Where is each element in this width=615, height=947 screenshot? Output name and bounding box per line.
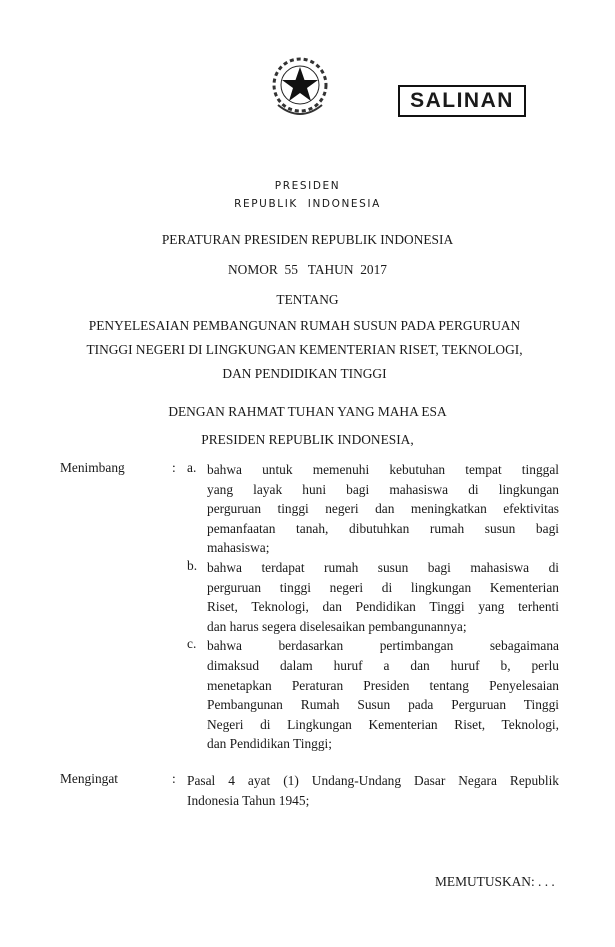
regulation-number: NOMOR 55 TAHUN 2017 (228, 262, 387, 277)
continuation-text: MEMUTUSKAN: . . . (435, 874, 555, 889)
text-line: dimaksud dalam huruf a dan huruf b, perlu (207, 657, 559, 673)
menimbang-label: Menimbang (60, 460, 125, 475)
subject-line: DAN PENDIDIKAN TINGGI (222, 366, 387, 381)
text-line: menetapkan Peraturan Presiden tentang Penyelesaian (207, 677, 559, 693)
text-line: Pembangunan Rumah Susun pada Perguruan Tinggi (207, 697, 559, 713)
text-line: Negeri di Lingkungan Kementerian Riset, Teknologi, (207, 716, 559, 732)
text-line: bahwa terdapat rumah susun bagi mahasiswa di (207, 560, 559, 575)
menimbang-item-c (207, 636, 559, 754)
menimbang-item-a (207, 460, 559, 558)
text-line: Pasal 4 ayat (1) Undang-Undang Dasar Negara Republik (187, 773, 559, 788)
menimbang-colon: : (172, 460, 176, 475)
text-line: dan Pendidikan Tinggi; (207, 736, 332, 752)
mengingat-colon: : (172, 771, 176, 786)
text-line: pemanfaatan tanah, dibutuhkan rumah susun bagi (207, 520, 559, 536)
mengingat-label: Mengingat (60, 771, 119, 786)
header-republik: REPUBLIK INDONESIA (234, 198, 381, 210)
menimbang-item-b (207, 558, 559, 636)
text-line: bahwa berdasarkan pertimbangan sebagaimana (207, 638, 559, 654)
item-marker: a. (187, 460, 197, 475)
salinan-stamp: SALINAN (398, 85, 526, 117)
regulation-title: PERATURAN PRESIDEN REPUBLIK INDONESIA (161, 232, 454, 247)
text-line: Riset, Teknologi, dan Pendidikan Tinggi yang terhenti (207, 599, 559, 615)
text-line: dan harus segera diselesaikan pembangunannya; (207, 618, 467, 634)
tentang-heading: TENTANG (276, 292, 339, 307)
text-line: bahwa untuk memenuhi kebutuhan tempat tinggal (207, 462, 559, 477)
text-line: mahasiswa; (207, 540, 270, 556)
subject-line: TINGGI NEGERI DI LINGKUNGAN KEMENTERIAN RISET, TEKNOLOGI, (86, 342, 523, 357)
issuer: PRESIDEN REPUBLIK INDONESIA, (201, 432, 414, 447)
header-presiden: PRESIDEN (274, 180, 341, 192)
text-line: Indonesia Tahun 1945; (187, 792, 310, 808)
garuda-star-emblem-icon (268, 45, 332, 155)
text-line: perguruan tinggi negeri dan meningkatkan efektivitas (207, 501, 559, 517)
subject-line: PENYELESAIAN PEMBANGUNAN RUMAH SUSUN PADA PERGURUAN (88, 318, 521, 333)
item-marker: b. (187, 558, 198, 573)
item-marker: c. (187, 636, 197, 652)
text-line: yang layak huni bagi mahasiswa di lingkungan (207, 481, 559, 497)
mengingat-text (187, 771, 559, 810)
text-line: perguruan tinggi negeri di lingkungan Kementerian (207, 579, 559, 595)
invocation: DENGAN RAHMAT TUHAN YANG MAHA ESA (168, 404, 447, 419)
